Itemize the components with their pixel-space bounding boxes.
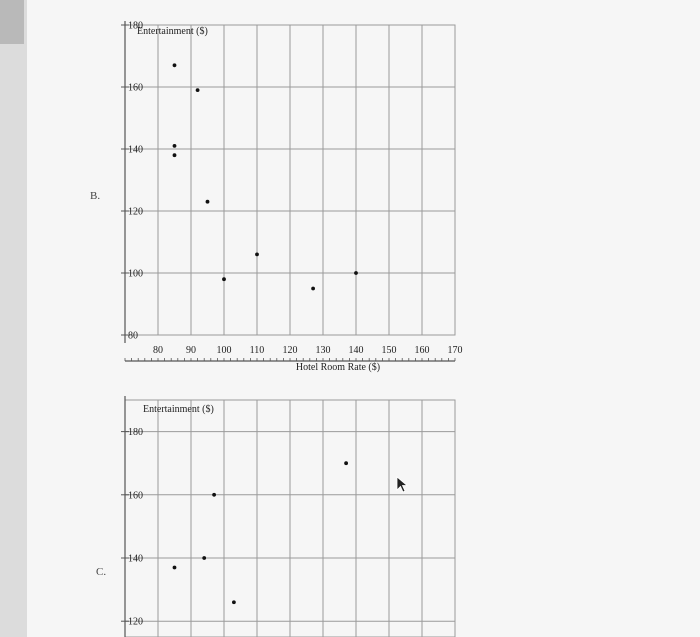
y-tick-label: 140 [128,553,143,565]
y-tick-label: 180 [128,20,143,32]
option-b-label[interactable]: B. [90,190,101,202]
x-tick-label: 160 [414,345,430,356]
data-point [196,88,200,92]
x-axis-title: Hotel Room Rate ($) [295,362,381,373]
left-sidebar-strip [0,0,27,637]
y-tick-label: 120 [128,616,143,628]
x-tick-label: 100 [216,345,232,356]
chart-option-c [115,395,475,637]
data-point [344,461,348,465]
x-tick-label: 110 [249,345,265,356]
data-point [212,493,216,497]
data-point [202,556,206,560]
x-tick-label: 130 [315,345,331,356]
data-point [222,277,226,281]
y-tick-label: 160 [128,490,143,502]
x-tick-label: 80 [153,345,163,356]
data-point [232,600,236,604]
y-tick-label: 160 [128,82,143,94]
x-tick-label: 120 [282,345,298,356]
chart-option-b [115,15,475,380]
data-point [311,287,315,291]
data-point [173,63,177,67]
y-axis-title: Entertainment ($) [143,404,214,415]
data-point [206,200,210,204]
y-tick-label: 100 [128,268,143,280]
data-point [255,253,259,257]
x-tick-label: 140 [348,345,364,356]
mouse-cursor-icon [396,476,410,494]
y-tick-label: 140 [128,144,143,156]
data-point [173,153,177,157]
data-point [173,144,177,148]
y-tick-label: 120 [128,206,143,218]
option-c-label[interactable]: C. [96,566,107,578]
x-tick-label: 170 [447,345,463,356]
y-axis-title: Entertainment ($) [137,26,208,37]
y-tick-label: 80 [128,330,138,342]
data-point [354,271,358,275]
x-tick-label: 150 [381,345,397,356]
x-tick-label: 90 [186,345,196,356]
data-point [173,566,177,570]
left-sidebar-tab [0,0,24,44]
y-tick-label: 180 [128,427,143,439]
